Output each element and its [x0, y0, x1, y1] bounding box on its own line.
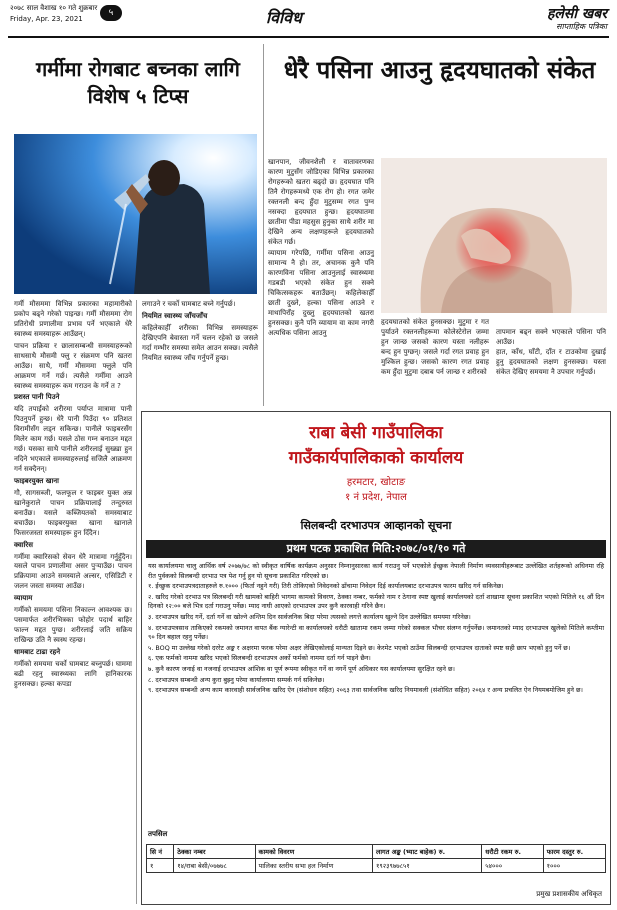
- subheading: फाइबरयुक्त खाना: [14, 476, 59, 485]
- column-header: लागत अङ्क (भ्याट बाहेक) रु.: [372, 845, 481, 859]
- notice-body: [148, 562, 604, 697]
- column-header: फारम दस्तुर रु.: [543, 845, 605, 859]
- notice-paragraph: ३. दरभाउपत्र खरिद गर्ने, दर्ता गर्ने वा खोल्ने अन्तिम दिन सार्वजनिक बिदा परेमा त्यसको लगत्ते कार्यालय खुल्ने दिन उल्लेखित समयमा गरिनेछ।: [148, 613, 471, 622]
- section-title: विविध: [266, 8, 302, 27]
- date-nepali: २०७८ साल वैशाख १० गते शुक्रबार: [10, 4, 98, 12]
- header-rule: [8, 36, 609, 38]
- table-cell: १०००: [543, 859, 605, 873]
- article1-column2: [142, 300, 258, 366]
- notice-address-line2: १ नं प्रदेश, नेपाल: [345, 492, 407, 503]
- paragraph: लगाउने र चर्को घामबाट बच्ने गर्नुपर्छ।: [142, 300, 236, 308]
- table-cell: १४/राबा बेसी/०७७७८: [174, 859, 255, 873]
- subheading: धामबाट टाढा रहने: [14, 647, 61, 656]
- notice-paragraph: ८. दरभाउपत्र सम्बन्धी अन्य कुरा बुझ्नु परेमा कार्यालयमा सम्पर्क गर्न सकिनेछ।: [148, 675, 325, 684]
- notice-address-line1: हरमटार, खोटाङ: [346, 477, 406, 488]
- subheading: व्यायाम: [14, 594, 33, 603]
- notice-paragraph: ७. कुनै कारण जनाई वा नजनाई दरभाउपत्र आंशिक वा पूर्ण रूपमा स्वीकृत गर्ने वा नगर्ने पूर्ण अधिकार यस कार्यालयमा सुरक्षित रहने छ।: [148, 665, 455, 674]
- chest-pain-photo: [381, 158, 607, 313]
- article1-headline: गर्मीमा रोगबाट बच्नका लागि विशेष ५ टिप्स: [36, 57, 240, 108]
- notice-paragraph: यस कार्यालयमा चालु आर्थिक वर्ष २०७७/७८ को स्वीकृत वार्षिक कार्यक्रम अनुसार निम्नानुसारका कार्य गराउनु पर्ने भएकोले ईच्छुक नेपाली निर्माण व्यवसायीहरूबाट उल्लेखित शर्तहरूको अधिनमा रहि रीत पुर्वकको सिलबन्दी दरभाउ पत्र पेश गर्नु हुन यो सूचना प्रकाशित गरिएको छ।: [148, 562, 604, 580]
- column-divider: [136, 300, 137, 904]
- paragraph: खानपान, जीवनशैली र वातावरणका कारण मुटुसँग जोडिएका विभिन्न प्रकारका रोगहरूको खतरा बढ्दो छ। हृदयघात पनि तिनै रोगहरूमध्ये एक रोग हो। रगत जमेर रक्तनली बन्द हुँदा मुटुसम्म रगत पुग्न नसक्दा हृदयघात हुन्छ। हृदयघातमा छातीमा पीडा महसुस हुनुका साथै शरीर मा देखिने अन्य लक्षणहरूले हृदयघातको संकेत गर्छ।: [268, 158, 374, 246]
- publication-date-bar: प्रथम पटक प्रकाशित मिति:२०७८/०१/१० गते: [146, 540, 606, 558]
- notice-paragraph: ९. दरभाउपत्र सम्बन्धी अन्य काम कारवाही सार्वजनिक खरिद ऐन (संशोधन सहित) २०६३ तथा सार्वजनिक खरिद नियमावली (संशोधित सहित) २०६४ र अन्य प्रचलित ऐन नियमबमोजिम हुने छ।: [148, 686, 583, 695]
- paragraph: हृदयघातको संकेत हुनसक्छ। मुटुमा र गत पुर्याउने रक्तनलीहरूमा कोलेस्टेरोल जम्मा हुन जान्छ जसको कारण यस्ता नलीहरू बन्द हुन पुग्छन्। जसले गर्दा रगत प्रवाह हुन मुश्किल हुन्छ। जसको कारण रगत प्रवाह कम हुँदा मुटुमा दबाब पर्न जान्छ र शरीरको: [381, 318, 489, 376]
- paragraph: व्यायाम गरेपछि, गर्मीमा पसिना आउनु सामान्य नै हो। तर, अचानक कुनै पनि कारणविना पसिना आउनुलाई स्वास्थ्यमा गडबडी भएको संकेत हुन सक्ने चिकित्सकहरू बताउँछन्। कहिलेकाहीँ छाती दुख्ने, हल्का पसिना आउने र माथापिराँह दुख्नु हृदयघातको खतरा हुनसक्छ। कुनै पनि व्यायाम वा काम नगरी अत्यधिक पसिना आउनु: [268, 249, 374, 337]
- date-english: Friday, Apr. 23, 2021: [10, 15, 83, 23]
- subheading: प्रशस्त पानी पिउने: [14, 393, 60, 402]
- paper-name: हलेसी खबर: [546, 6, 607, 22]
- notice-office: गाउँकार्यपालिकाको कार्यालय: [288, 448, 464, 468]
- drinking-water-photo: [14, 134, 257, 294]
- notice-paragraph: २. खरिद गरेको दरभाउ पत्र सिलबन्दी गरी खामको बाहिरी भागमा कामको विवरण, ठेक्का नम्बर, फर्मको नाम र ठेगाना स्पष्ट खुलाई कार्यालयको दर्ता शाखामा सूचना प्रकाशित भएको मितिले १६ औं दिन दिनको १२:०० बजे भित्र दर्ता गराउनु पर्नेछ। म्याद नाघी आएको दरभाउपत्र उपर कुनै कारवाही गरिने छैन।: [148, 592, 604, 611]
- page-number: ५: [100, 5, 122, 21]
- table-cell: ५४०००: [482, 859, 543, 873]
- article1-column1: [14, 300, 132, 692]
- notice-paragraph: ४. दरभाउपत्रसाथ ताकिएको रकमको जमानत वापत बैंक ग्यारेन्टी वा कार्यालयको धरौटी खातामा रकम जम्मा गरेको सक्कल भौचर संलग्न गर्नुपर्नेछ। जमानतको म्याद दरभाउपत्र खुलेको मितिले कम्तीमा ९० दिन बहाल रहनु पर्नेछ।: [148, 623, 604, 642]
- tender-notice: [141, 411, 611, 905]
- schedule-label: तपसिल: [148, 830, 168, 838]
- paper-subtitle: साप्ताहिक पत्रिका: [556, 22, 607, 31]
- notice-paragraph: १. ईच्छुक दरभाउपत्रदाताहरुले रु.१००० (फिर्ता नहुने गरी) तिरी तोकिएको निवेदनको ढाँचामा निवेदन दिई कार्यालयबाट दरभाउपत्र फारम खरिद गर्न सकिनेछ।: [148, 582, 504, 591]
- paragraph: कहिलेकाहीँ शरीरका विभिन्न समस्याहरू देखिएपनि बेवास्ता गर्ने चलन रहेको छ जसले गर्दा गम्भीर समस्या समेत आउन सक्छ। त्यसैले नियमित स्वास्थ्य जाँच गर्नुपर्ने हुन्छ।: [142, 323, 258, 362]
- column-header: कामको विवरण: [255, 845, 372, 859]
- article2-column1: [268, 158, 374, 341]
- column-divider: [263, 44, 264, 406]
- masthead: [8, 4, 609, 34]
- article2-column2: [381, 318, 489, 380]
- column-header: ठेक्का नम्बर: [174, 845, 255, 859]
- column-header: सि नं: [147, 845, 174, 859]
- table-cell: १: [147, 859, 174, 873]
- table-cell: १९२३९७७८५१: [372, 859, 481, 873]
- tender-table: [146, 844, 606, 873]
- notice-title: राबा बेसी गाउँपालिका: [309, 423, 443, 443]
- table-row: [147, 859, 606, 873]
- paragraph: गर्मीको समयमा पसिना निकाल्न आवश्यक छ। पसमार्फत शरीरभित्रका फोहोर पदार्थ बाहिर फाल्न मद्दत पुग्छ। शरीरलाई जति सक्रिय राखिन्छ उति नै स्वस्थ रहन्छ।: [14, 606, 132, 644]
- paragraph: यदि तपाईंको शरीरमा पर्याप्त मात्रामा पानी पिउनुपर्ने हुन्छ। धेरै पानी पिउँदा ९० प्रतिशत विरामीसँग लड्न सकिन्छ। पानीले फाइबरसँग मिलेर काम गर्छ। यसले ठोस गम्न बनाउन मद्दत गर्छ। यसका साथै पानीले शरीरलाई सुख्खा हुन नदिने भएकाले समस्याहरुलाई सजिलै आक्रमण गर्न सक्दैनन्।: [14, 405, 132, 473]
- paragraph: गर्मी मौसममा विभिन्न प्रकारका महामारीको प्रकोप बढ्ने गरेको पाइन्छ। गर्मी मौसममा रोग प्रतिरोधी प्रणालीमा प्रभाव पर्ने भएकाले धेरै स्वास्थ्य समस्याहरू आउँछन्।: [14, 300, 132, 338]
- table-cell: पालिका स्तरीय सभा हल निर्माण: [255, 859, 372, 873]
- subheading: क्वारिस: [14, 540, 33, 549]
- paragraph: गर्मीको समयमा चर्को घामबाट बच्नुपर्छ। घाममा बढी रहनु स्वास्थ्यका लागि हानिकारक हुनसक्छ। हल्का कपडा: [14, 659, 132, 688]
- table-header-row: [147, 845, 606, 859]
- column-header: धरौटी रकम रु.: [482, 845, 543, 859]
- article2-headline: धेरै पसिना आउनु हृदयघातको संकेत: [283, 56, 596, 84]
- notice-paragraph: ६. एक फर्मको नाममा खरिद भएको सिलबन्दी दरभाउपत्र अर्को फर्मको नाममा दर्ता गर्न पाइने छैन।: [148, 654, 371, 663]
- paragraph: गर्मीमा क्वारिसको सेवन धेरै मात्रामा गर्नुहुँदैन। यसले पाचन प्रणालीमा असर पुर्‍याउँछ। पाचन प्रक्रियामा आउने समस्याले अल्सर, एसिडिटी र जलन जस्ता समस्या आउँछ।: [14, 552, 132, 591]
- signatory: प्रमुख प्रशासकीय अधिकृत: [536, 890, 602, 898]
- paragraph: पाचन प्रक्रिया र छालासम्बन्धी समस्याहरूको साथसाथै मौसमी फ्लु र संक्रमण पनि खतरा आउँछ। साथै, गर्मी मौसममा फ्लुले पनि आक्रमण गर्ने गर्छ। त्यसैले गर्मीमा आउने स्वास्थ्य समस्याहरू कम गराउन के गर्ने त ?: [14, 341, 132, 390]
- subheading: नियमित स्वास्थ्य जाँचजाँच: [142, 311, 208, 320]
- article2-column3: [496, 318, 606, 390]
- paragraph: गौ, सागसब्जी, फलफूल र फाइबर युक्त अन्न खानेकुराले पाचन प्रक्रियालाई तन्दुरुस्त बनाउँछ। यसले कब्जियतको समस्याबाट बचाउँछ। फाइबरयुक्त खाना खानाले फिसरजस्ता समस्याहरू हुन दिँदैन।: [14, 488, 132, 537]
- paragraph: तापमान बढ्न सक्ने भएकाले पसिना पनि आउँछ। हात, काँध, घाँटी, दाँत र टाउकोमा दुखाई हुनु हृदयघातको लक्षण हुनसक्छ। यस्ता संकेत देखिए समयमा नै उपचार गर्नुपर्छ।: [496, 327, 606, 376]
- notice-heading: सिलबन्दी दरभाउपत्र आव्हानको सूचना: [300, 519, 452, 532]
- notice-paragraph: ५. BOQ मा उल्लेख गरेको दररेट अङ्क र अक्षरमा फरक परेमा अक्षर लेखिएकोलाई मान्यता दिइने छ। केरमेट भएको ठाउँमा सिलबन्दी दरभाउपत्र दाताको स्पष्ट सही छाप भएको हुनु पर्ने छ।: [148, 643, 571, 652]
